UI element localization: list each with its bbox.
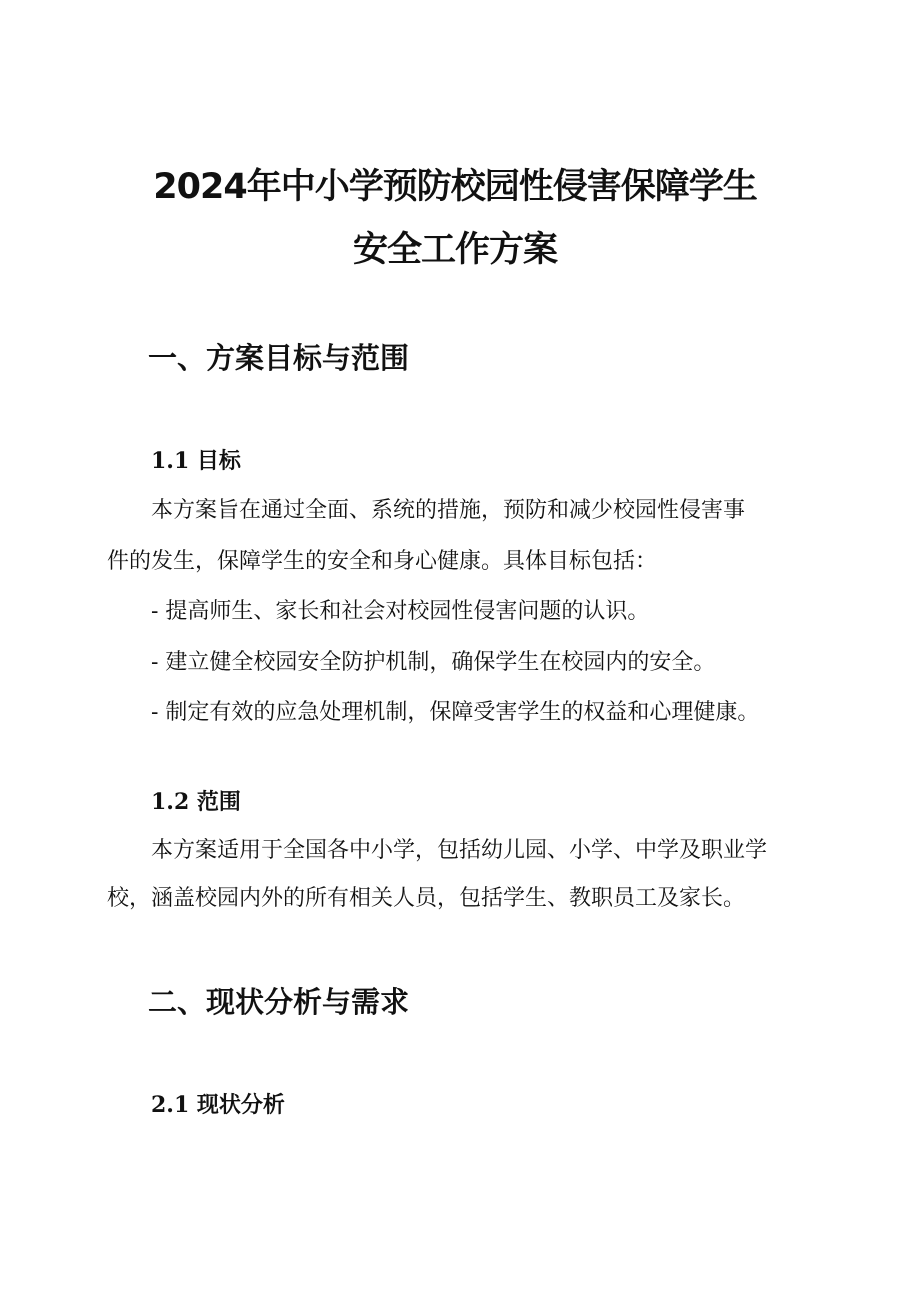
document-title-line-2: 安全工作方案 — [352, 230, 557, 270]
section-heading-1: 一、方案目标与范围 — [148, 341, 410, 375]
section-heading-2: 二、现状分析与需求 — [148, 985, 410, 1019]
bullet-item: - 制定有效的应急处理机制，保障受害学生的权益和心理健康。 — [151, 700, 760, 725]
paragraph-line: 本方案适用于全国各中小学，包括幼儿园、小学、中学及职业学 — [151, 838, 768, 863]
subsection-heading-1-1: 1.1 目标 — [151, 448, 241, 474]
subsection-heading-1-2: 1.2 范围 — [151, 789, 241, 815]
paragraph-line: 件的发生，保障学生的安全和身心健康。具体目标包括： — [107, 549, 658, 574]
paragraph-line: 校，涵盖校园内外的所有相关人员，包括学生、教职员工及家长。 — [107, 886, 746, 911]
bullet-item: - 建立健全校园安全防护机制，确保学生在校园内的安全。 — [151, 650, 716, 675]
subsection-heading-2-1: 2.1 现状分析 — [151, 1092, 285, 1118]
paragraph-line: 本方案旨在通过全面、系统的措施，预防和减少校园性侵害事 — [151, 498, 746, 523]
bullet-item: - 提高师生、家长和社会对校园性侵害问题的认识。 — [151, 599, 650, 624]
document-title-line-1: 2024年中小学预防校园性侵害保障学生 — [153, 167, 757, 207]
